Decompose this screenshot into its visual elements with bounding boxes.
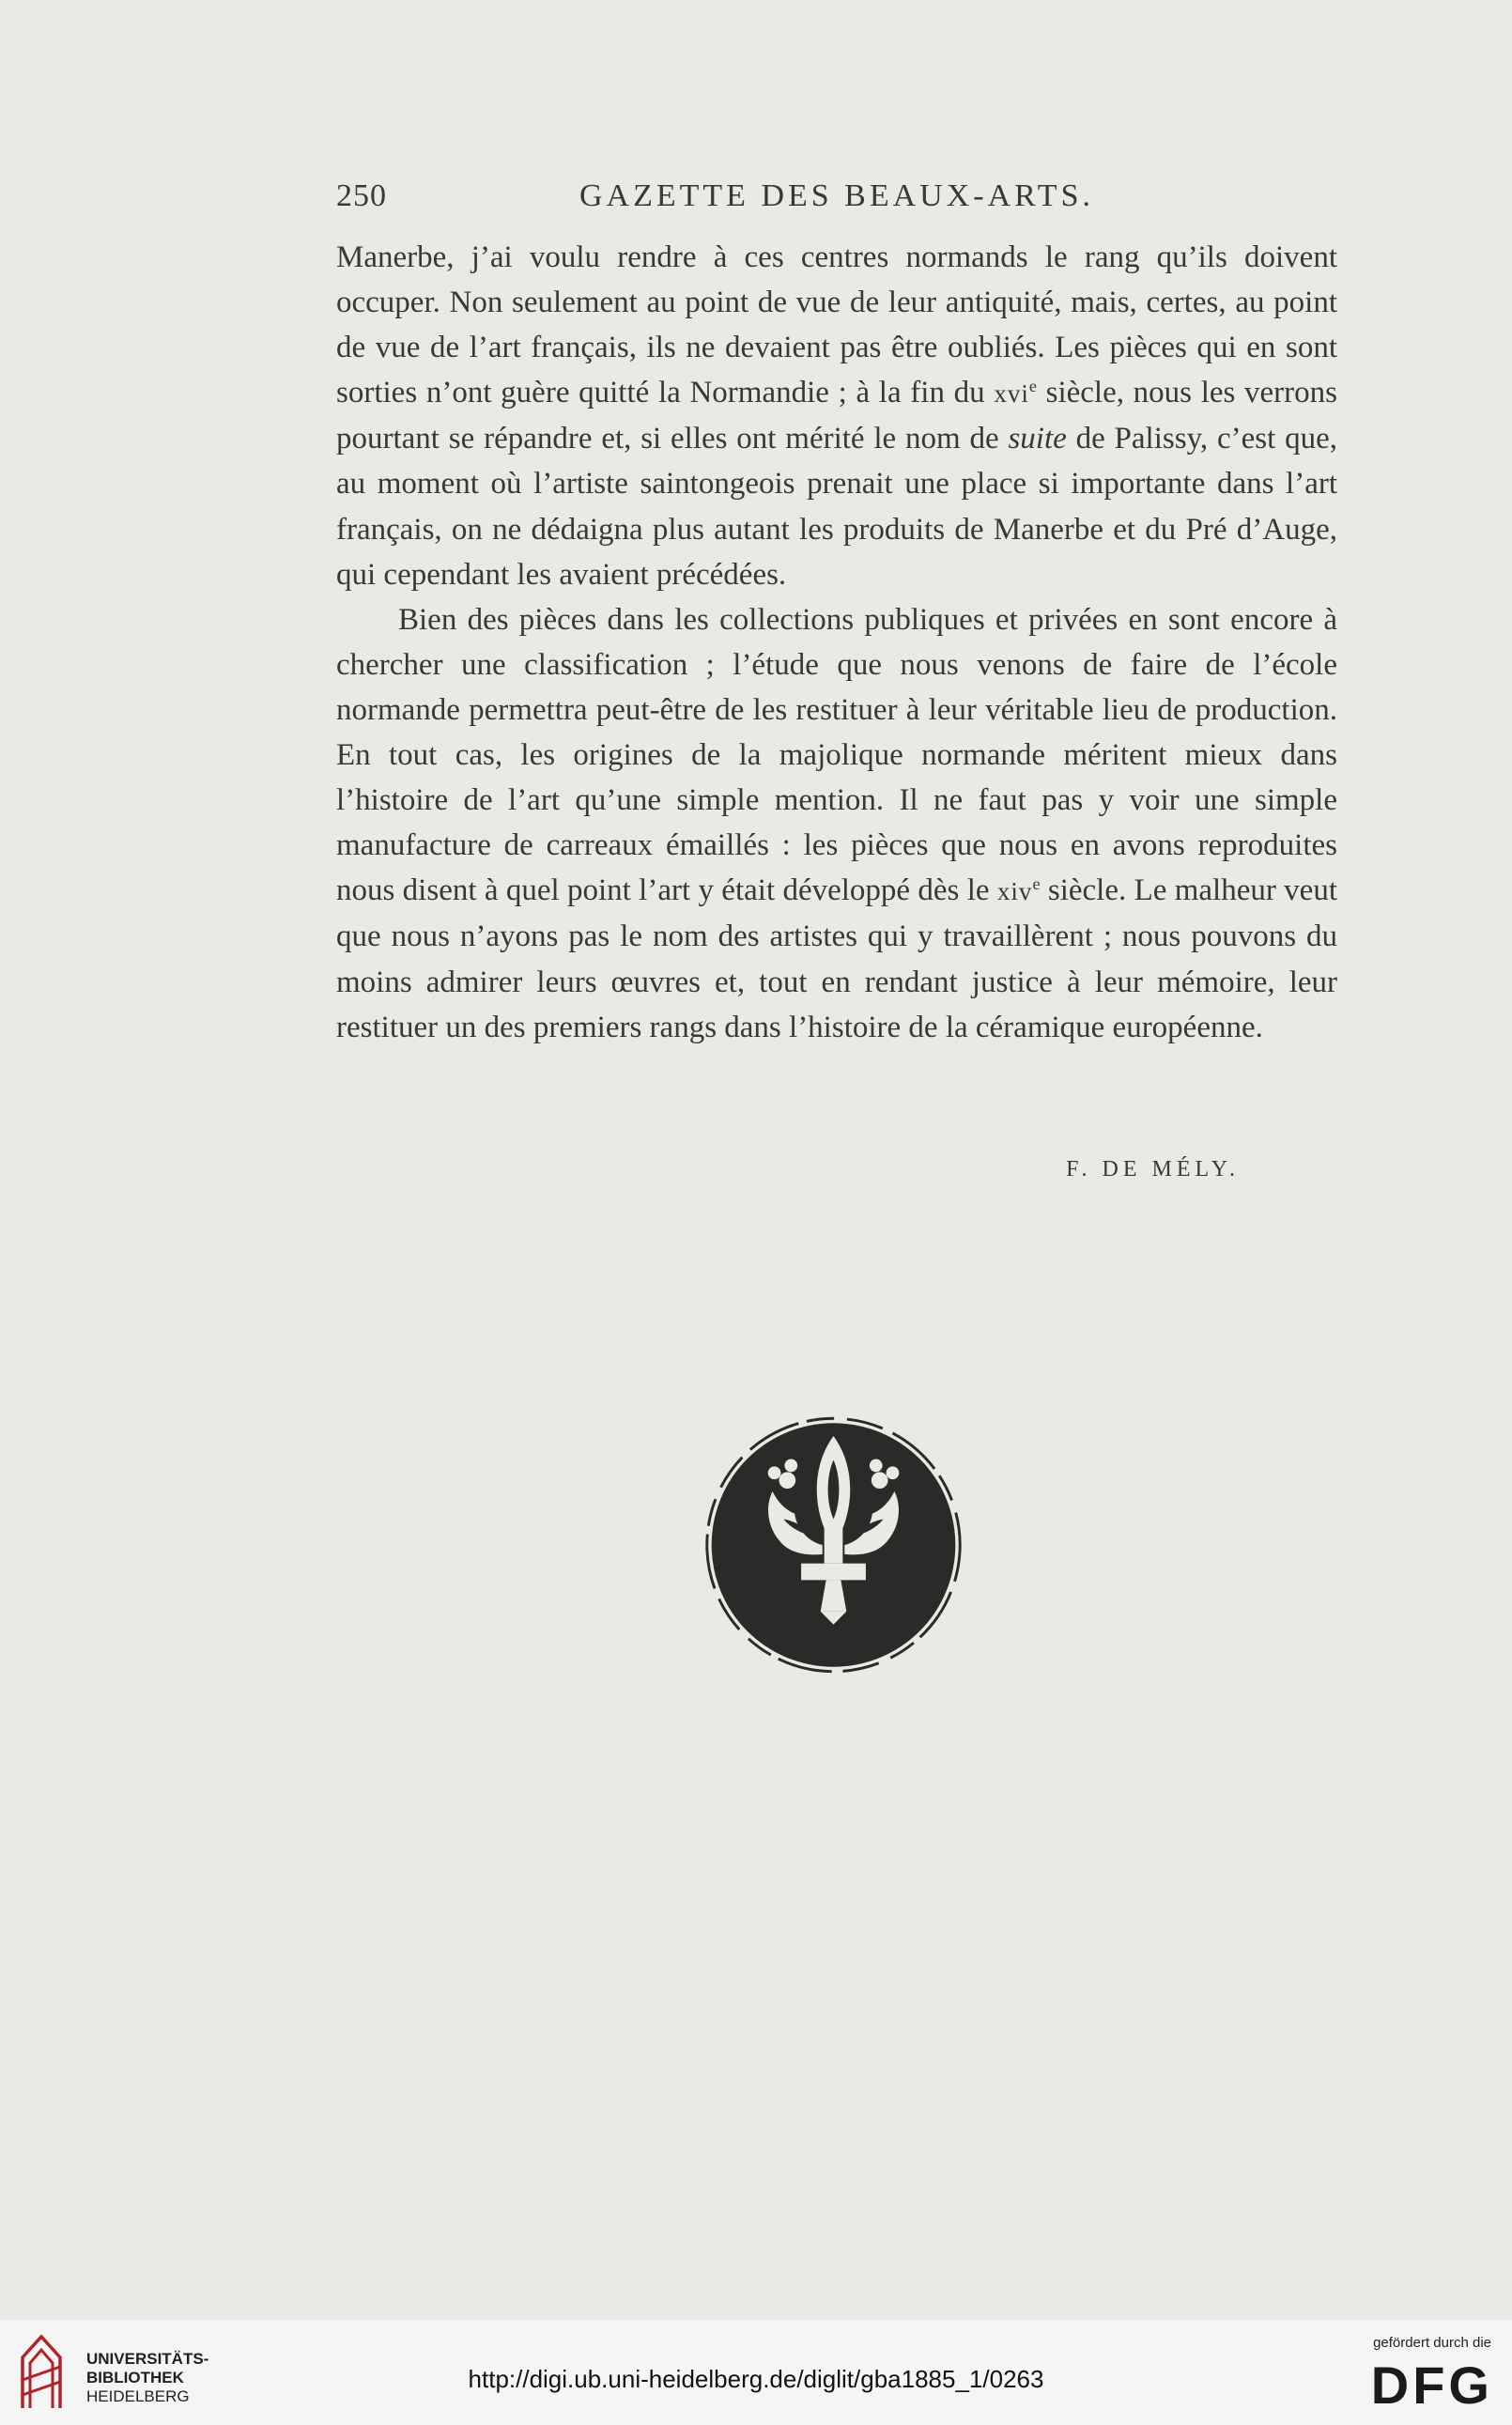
paragraph-2-part-1: Bien des pièces dans les collections publiques et privées en sont encore à chercher une classification ; l’étude que nous venons de faire de l’école normande permettra peut-être de les restituer à leur véritable lieu de production. En tout cas, les origines de la majolique normande méritent mieux dans l’histoire de l’art qu’une simple mention. Il ne faut pas y voir une simple manufacture de carreaux émaillés : les pièces que nous en avons reproduites nous disent à quel point l’art y était développé dès le [336,602,1337,908]
century-superscript: e [1028,377,1037,396]
paragraph-1-part-1: Manerbe, j’ai voulu rendre à ces centres normands le rang qu’ils doivent occuper. Non seulement au point de vue de leur antiquité, mais, certes, au point de vue de l’art français, ils ne devaient pas être oubliés. Les pièces qui en sont sorties n’ont guère quitté la Normandie ; à la fin du [336,240,1337,410]
digitization-footer [0,2320,1512,2425]
page-number: 250 [336,178,387,213]
fleur-de-lis-icon [695,1404,972,1686]
library-name-line-3: HEIDELBERG [86,2387,190,2405]
library-name-line-2: BIBLIOTHEK [86,2369,184,2386]
author-signature: F. DE MÉLY. [1066,1157,1240,1182]
century-superscript: e [1032,874,1041,894]
article-text [336,235,1337,1050]
funding-label: gefördert durch die [1373,2335,1491,2351]
page-header [336,178,1337,225]
paragraph-2-part-2: siècle. Le malheur veut que nous n’ayons pas le nom des artistes qui y travaillèrent ; nous pouvons du moins admirer leurs œuvres et, tout en rendant justice à leur mémoire, leur restituer un des premiers rangs dans l’histoire de la céramique européenne. [336,873,1337,1044]
paragraph-1-part-3: de Palissy, c’est que, au moment où l’artiste saintongeois prenait une place si importante dans l’art français, on ne dédaigna plus autant les produits de Manerbe et du Pré d’Auge, qui cependant les avaient précédées. [336,422,1337,592]
library-name-line-1: UNIVERSITÄTS- [86,2350,209,2368]
century-numeral: xiv [996,877,1033,906]
paragraph-2 [336,597,1337,1050]
running-title: GAZETTE DES BEAUX-ARTS. [579,178,1094,213]
paragraph-1 [336,235,1337,597]
century-numeral: xvi [994,379,1029,409]
paragraph-1-part-2: siècle, nous les verrons pourtant se répandre et, si elles ont mérité le nom de [336,376,1338,456]
italic-term: suite [1008,422,1067,456]
dfg-logo: DFG [1370,2355,1493,2415]
permalink-url[interactable]: http://digi.ub.uni-heidelberg.de/diglit/gba1885_1/0263 [468,2365,1044,2393]
